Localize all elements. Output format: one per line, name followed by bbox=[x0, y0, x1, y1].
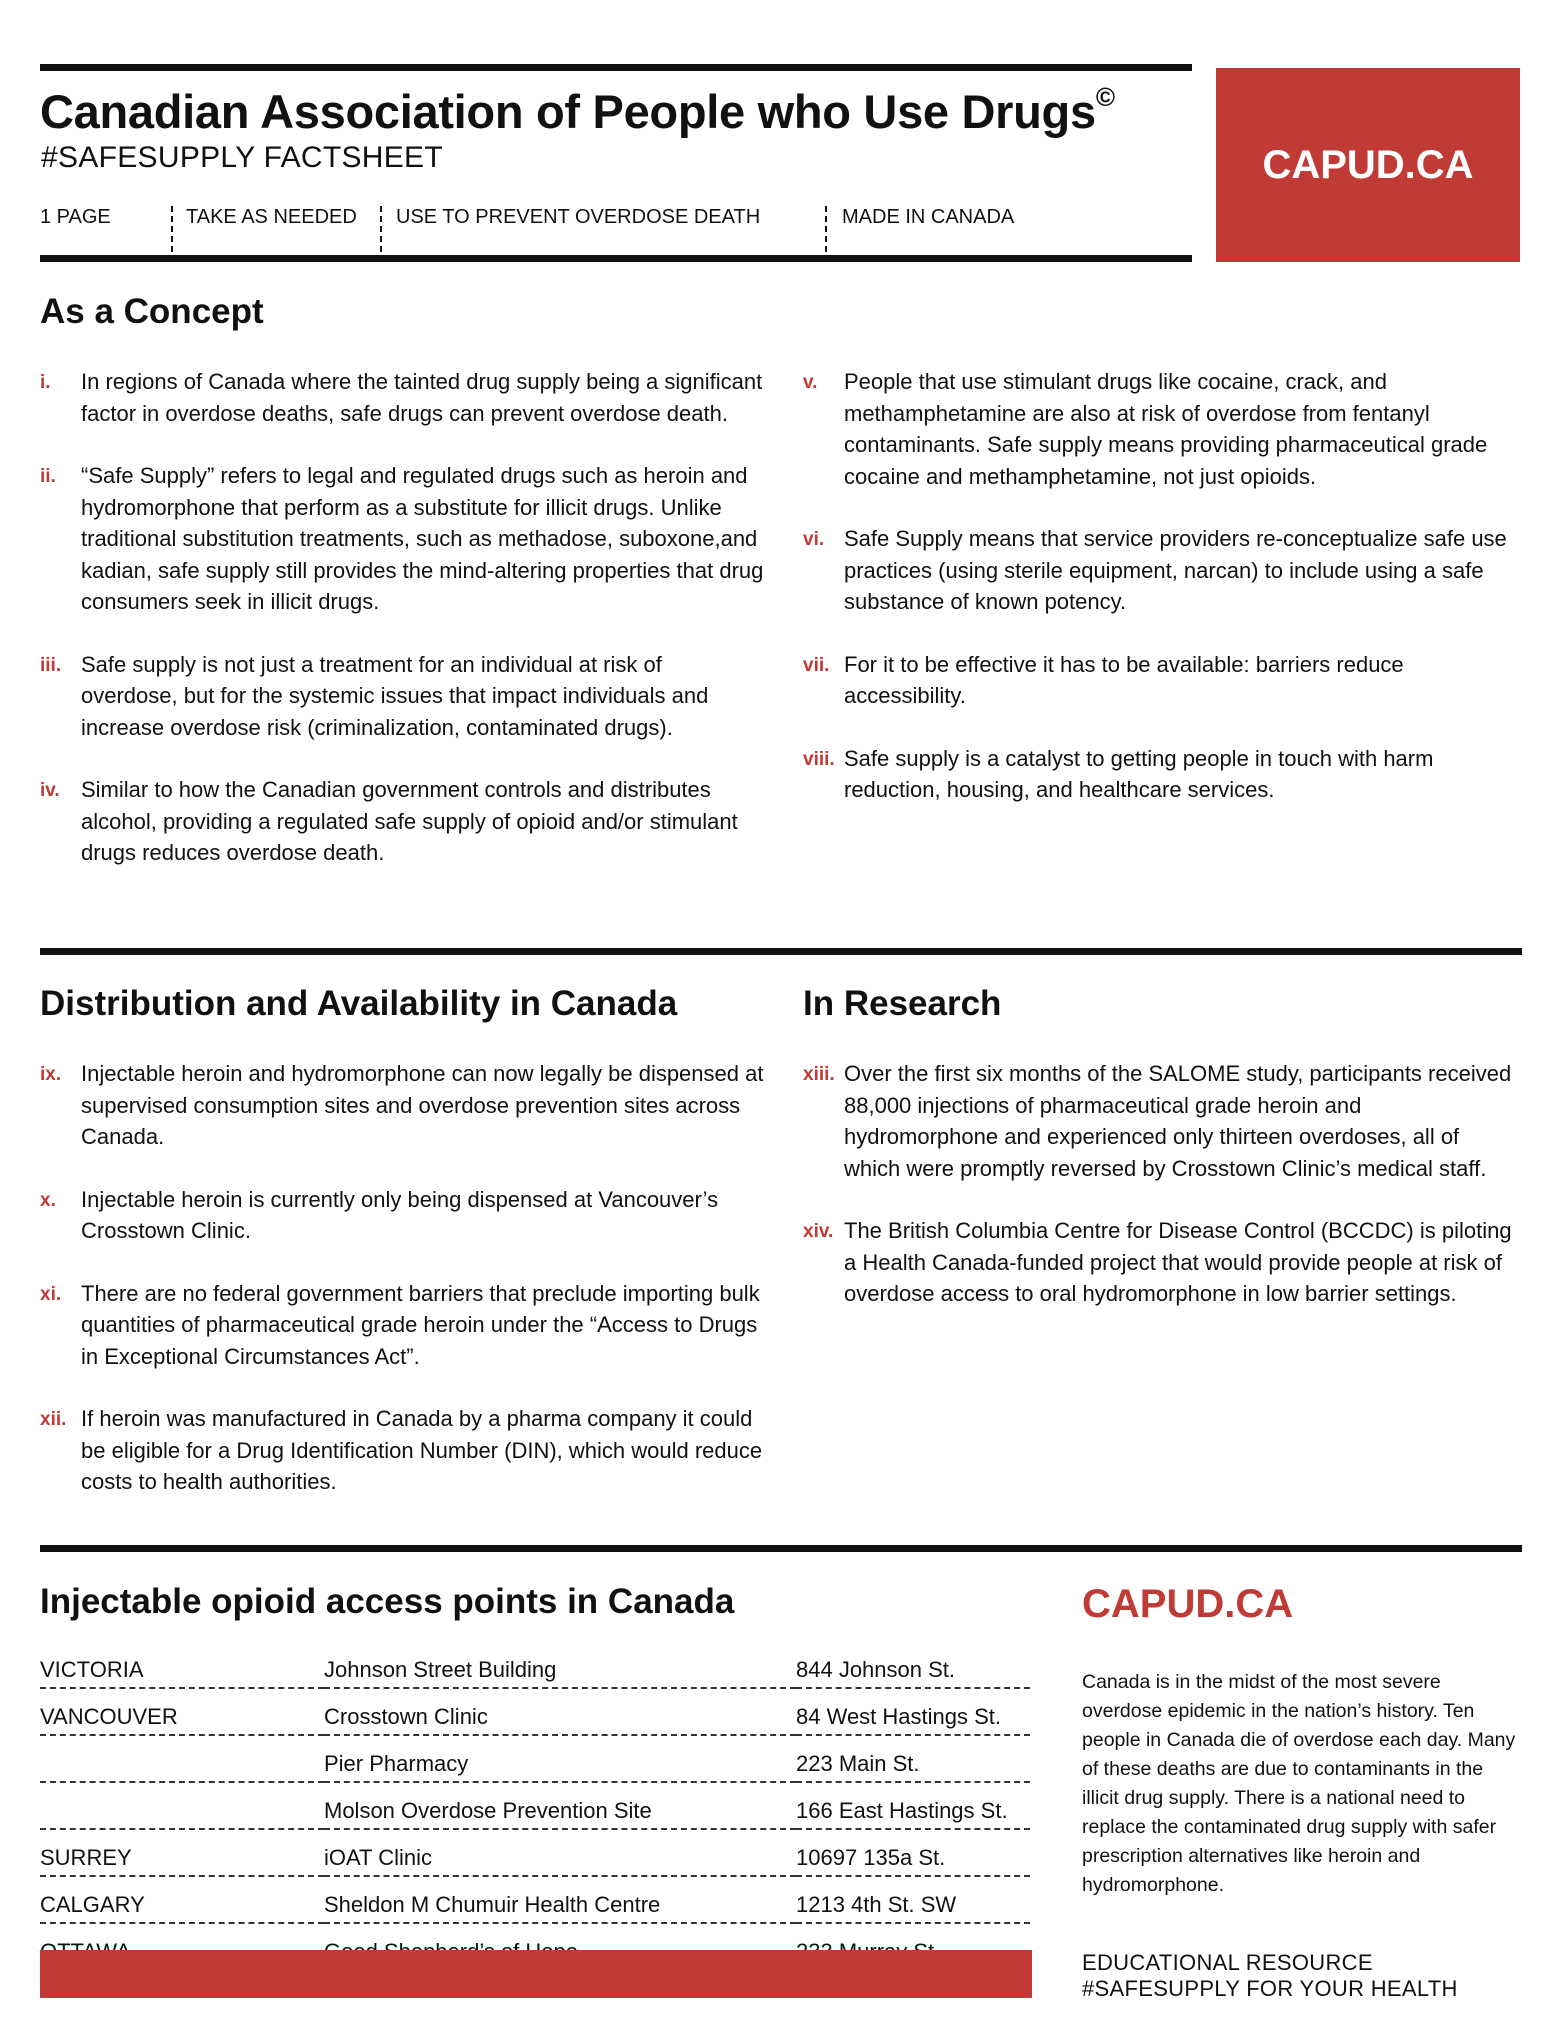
header-bottom-rule bbox=[40, 255, 1192, 262]
list-item bbox=[40, 1403, 764, 1498]
list-item bbox=[40, 1278, 764, 1373]
site-cell: Molson Overdose Prevention Site bbox=[324, 1798, 652, 1823]
section-heading-concept: As a Concept bbox=[40, 292, 264, 331]
city-cell: SURREY bbox=[40, 1845, 132, 1870]
list-item bbox=[803, 1058, 1515, 1184]
list-item bbox=[803, 1215, 1515, 1310]
section-heading-distribution: Distribution and Availability in Canada bbox=[40, 984, 678, 1023]
item-text: “Safe Supply” refers to legal and regulated drugs such as heroin and hydromorphone that perform as a substitute for illicit drugs. Unlike traditional substitution treatments, such as methadose, suboxone,and kadian, safe supply still provides the mind-altering properties that drug consumers seek in illicit drugs. bbox=[81, 463, 764, 614]
table-row bbox=[40, 1642, 1030, 1688]
list-item bbox=[40, 649, 764, 744]
access-points-table bbox=[40, 1642, 1030, 1969]
concept-list-right bbox=[803, 366, 1523, 806]
section-heading-research: In Research bbox=[803, 984, 1002, 1023]
tag-origin: MADE IN CANADA bbox=[842, 206, 1015, 228]
item-number: xiii. bbox=[803, 1064, 835, 1085]
header-top-rule bbox=[40, 64, 1192, 71]
item-number: xi. bbox=[40, 1283, 62, 1305]
city-cell: CALGARY bbox=[40, 1892, 145, 1917]
item-number: x. bbox=[40, 1189, 56, 1211]
list-item bbox=[803, 649, 1523, 712]
tag-divider bbox=[171, 206, 173, 252]
item-number: iv. bbox=[40, 780, 60, 801]
table-row bbox=[40, 1876, 1030, 1923]
city-cell: VICTORIA bbox=[40, 1657, 144, 1682]
site-cell: Sheldon M Chumuir Health Centre bbox=[324, 1892, 661, 1917]
city-cell: VANCOUVER bbox=[40, 1704, 178, 1729]
item-number: vi. bbox=[803, 529, 825, 550]
table-row bbox=[40, 1735, 1030, 1782]
item-text: For it to be effective it has to be available: barriers reduce accessibility. bbox=[844, 651, 1404, 708]
research-list bbox=[803, 1058, 1515, 1310]
list-item bbox=[803, 523, 1523, 618]
brand-box bbox=[1216, 68, 1520, 262]
address-cell: 1213 4th St. SW bbox=[796, 1892, 957, 1917]
sidebar-paragraph: Canada is in the midst of the most severe overdose epidemic in the nation’s history. Ten people in Canada die of overdose each day. Many of these deaths are due to contaminants in the illicit drug supply. There is a national need to replace the contaminated drug supply with safer prescription alternatives like heroin and hydromorphone. bbox=[1082, 1671, 1516, 1896]
item-text: Injectable heroin is currently only being dispensed at Vancouver’s Crosstown Clinic. bbox=[81, 1186, 719, 1243]
list-item bbox=[40, 1058, 764, 1153]
address-cell: 10697 135a St. bbox=[796, 1845, 946, 1870]
footer-accent-bar bbox=[40, 1950, 1032, 1998]
item-text: The British Columbia Centre for Disease Control (BCCDC) is piloting a Health Canada-funded project that would provide people at risk of overdose access to oral hydromorphone in low barrier settings. bbox=[844, 1218, 1512, 1306]
section-rule bbox=[40, 1545, 1522, 1552]
item-number: viii. bbox=[803, 748, 835, 770]
item-text: Similar to how the Canadian government controls and distributes alcohol, providing a regulated safe supply of opioid and/or stimulant drugs reduces overdose death. bbox=[81, 777, 738, 865]
page-title-text: Canadian Association of People who Use Drugs bbox=[40, 85, 1096, 138]
list-item bbox=[40, 774, 764, 869]
item-text: Safe Supply means that service providers re-conceptualize safe use practices (using sterile equipment, narcan) to include using a safe substance of known potency. bbox=[844, 526, 1507, 614]
sidebar-brand: CAPUD.CA bbox=[1082, 1582, 1294, 1626]
item-number: ii. bbox=[40, 466, 56, 487]
section-heading-access: Injectable opioid access points in Canada bbox=[40, 1582, 735, 1621]
item-number: vii. bbox=[803, 654, 830, 676]
table-row bbox=[40, 1688, 1030, 1735]
page-subtitle: #SAFESUPPLY FACTSHEET bbox=[41, 141, 443, 174]
address-cell: 844 Johnson St. bbox=[796, 1657, 956, 1682]
section-rule bbox=[40, 948, 1522, 955]
site-cell: Crosstown Clinic bbox=[324, 1704, 488, 1729]
site-cell: Johnson Street Building bbox=[324, 1657, 557, 1682]
item-text: Safe supply is a catalyst to getting people in touch with harm reduction, housing, and healthcare services. bbox=[844, 745, 1434, 802]
footer-line-resource: EDUCATIONAL RESOURCE bbox=[1082, 1950, 1373, 1975]
item-number: xii. bbox=[40, 1409, 67, 1430]
list-item bbox=[40, 366, 764, 429]
tag-purpose: USE TO PREVENT OVERDOSE DEATH bbox=[396, 206, 761, 228]
item-text: There are no federal government barriers that preclude importing bulk quantities of pharmaceutical grade heroin under the “Access to Drugs in Exceptional Circumstances Act”. bbox=[81, 1280, 760, 1369]
item-text: Over the first six months of the SALOME study, participants received 88,000 injections of pharmaceutical grade heroin and hydromorphone and experienced only thirteen overdoses, all of which were promptly reversed by Crosstown Clinic’s medical staff. bbox=[844, 1061, 1512, 1181]
item-number: xiv. bbox=[803, 1221, 834, 1242]
list-item bbox=[803, 743, 1523, 806]
table-row bbox=[40, 1829, 1030, 1876]
item-text: People that use stimulant drugs like cocaine, crack, and methamphetamine are also at risk of overdose from fentanyl contaminants. Safe supply means providing pharmaceutical grade cocaine and methamphetamine, not just opioids. bbox=[844, 369, 1488, 489]
list-item bbox=[40, 1184, 764, 1247]
address-cell: 223 Main St. bbox=[796, 1751, 920, 1776]
item-text: In regions of Canada where the tainted drug supply being a significant factor in overdose deaths, safe drugs can prevent overdose death. bbox=[81, 369, 763, 426]
item-number: i. bbox=[40, 372, 51, 393]
tag-divider bbox=[380, 206, 382, 252]
item-text: Safe supply is not just a treatment for an individual at risk of overdose, but for the systemic issues that impact individuals and increase overdose risk (criminalization, contaminated drugs). bbox=[81, 651, 709, 740]
footer-note bbox=[1082, 1950, 1458, 2002]
item-text: Injectable heroin and hydromorphone can now legally be dispensed at supervised consumption sites and overdose prevention sites across Canada. bbox=[81, 1061, 764, 1149]
page-title bbox=[40, 82, 1115, 139]
tag-pages: 1 PAGE bbox=[40, 206, 111, 228]
item-number: iii. bbox=[40, 654, 62, 676]
tag-dosage: TAKE AS NEEDED bbox=[186, 206, 357, 228]
footer-line-hashtag: #SAFESUPPLY FOR YOUR HEALTH bbox=[1082, 1976, 1458, 2001]
site-cell: iOAT Clinic bbox=[324, 1845, 432, 1870]
tag-divider bbox=[825, 206, 827, 252]
brand-box-label: CAPUD.CA bbox=[1262, 142, 1474, 187]
item-text: If heroin was manufactured in Canada by a pharma company it could be eligible for a Drug Identification Number (DIN), which would reduce costs to health authorities. bbox=[81, 1406, 763, 1494]
list-item bbox=[40, 460, 764, 618]
concept-list-left bbox=[40, 366, 764, 869]
address-cell: 166 East Hastings St. bbox=[796, 1798, 1008, 1823]
list-item bbox=[803, 366, 1523, 492]
copyright-mark: © bbox=[1095, 82, 1115, 112]
address-cell: 84 West Hastings St. bbox=[796, 1704, 1002, 1729]
item-number: v. bbox=[803, 372, 818, 393]
distribution-list bbox=[40, 1058, 764, 1498]
item-number: ix. bbox=[40, 1064, 62, 1085]
city-cell bbox=[40, 1782, 324, 1829]
table-row bbox=[40, 1782, 1030, 1829]
sidebar-text bbox=[1082, 1668, 1522, 1900]
city-cell bbox=[40, 1735, 324, 1782]
site-cell: Pier Pharmacy bbox=[324, 1751, 469, 1776]
